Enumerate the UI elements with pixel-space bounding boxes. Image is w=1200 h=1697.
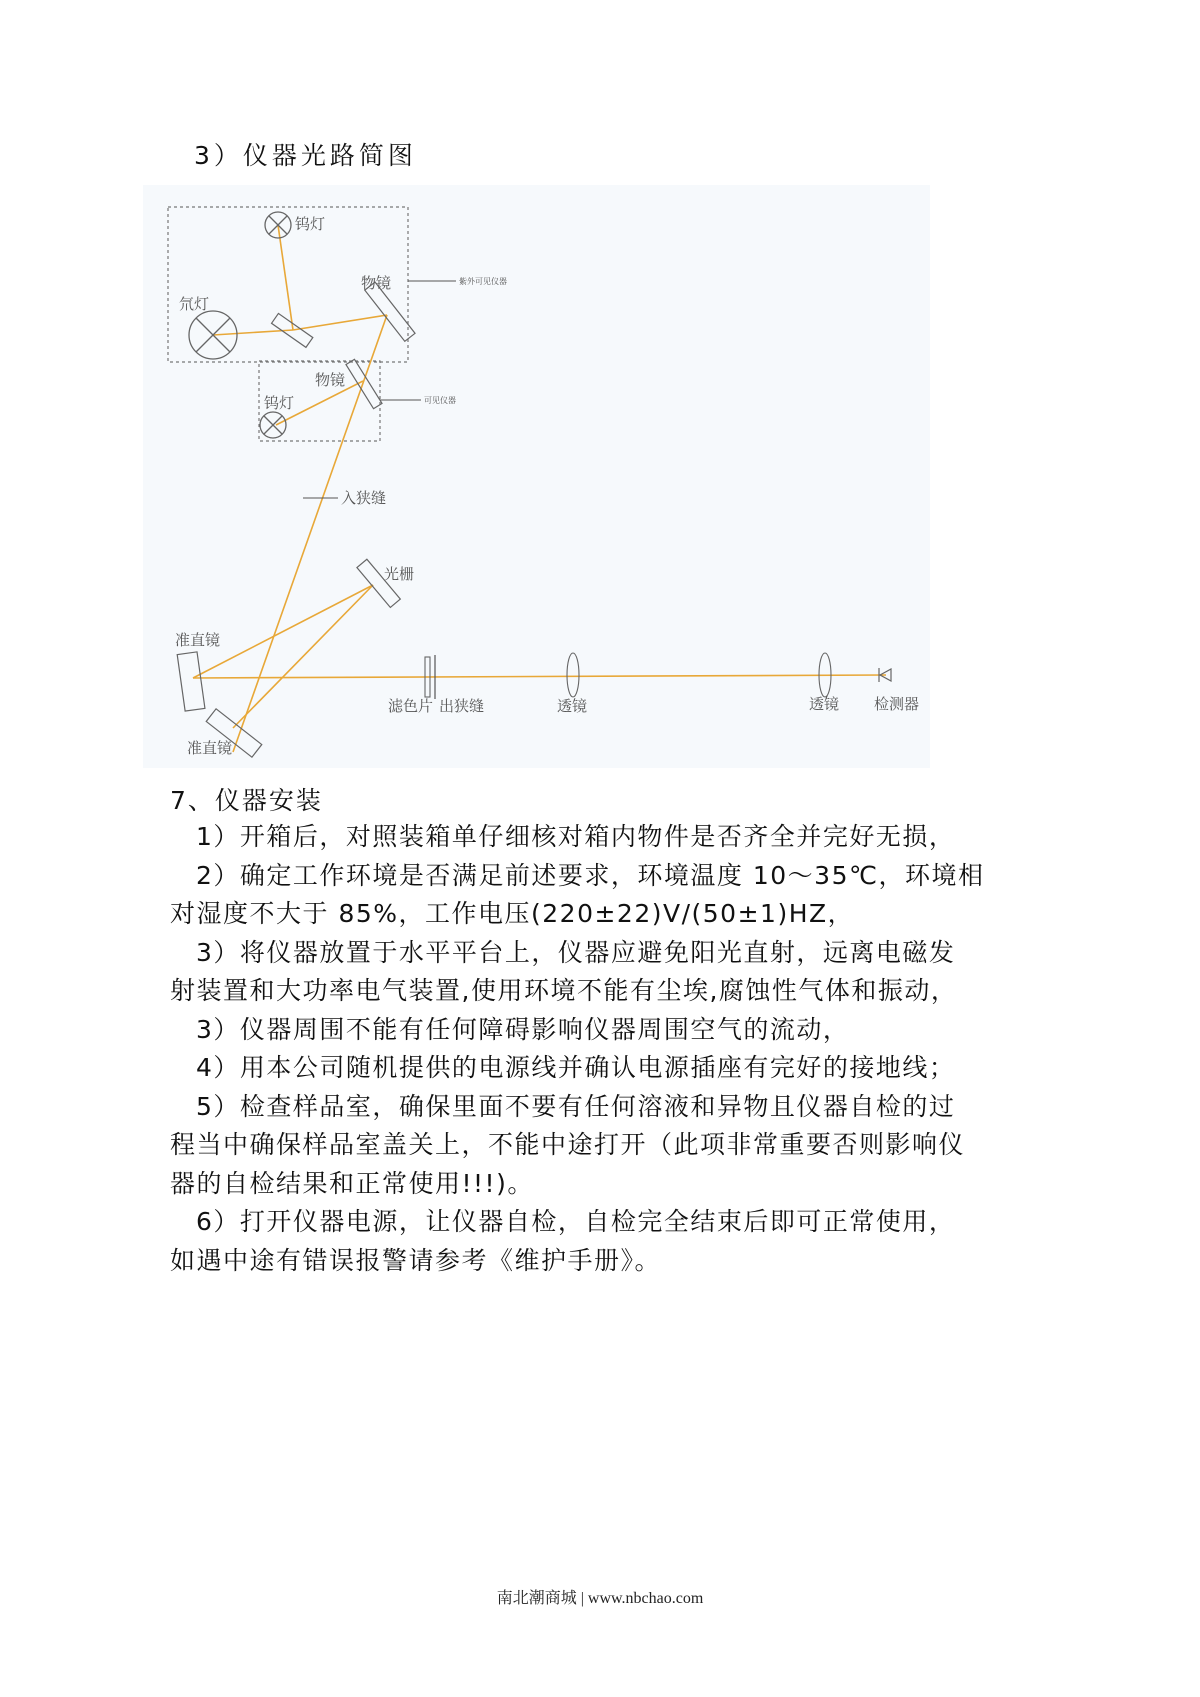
lens-1-icon: [567, 653, 579, 697]
label-exit-slit: 出狭缝: [439, 697, 485, 715]
install-instructions: [170, 818, 1020, 1280]
install-line-8: 5）检查样品室，确保里面不要有任何溶液和异物且仪器自检的过: [196, 1091, 956, 1121]
install-line-3: 对湿度不大于 85%，工作电压(220±22)V/(50±1)HZ，: [170, 899, 855, 928]
collimator-top-icon: [177, 652, 205, 711]
label-vis-instrument: 可见仪器: [424, 396, 456, 405]
install-title: 7、仪器安装: [170, 786, 323, 815]
install-line-2: 2）确定工作环境是否满足前述要求，环境温度 10～35℃，环境相: [196, 860, 985, 890]
install-line-6: 3）仪器周围不能有任何障碍影响仪器周围空气的流动，: [196, 1014, 850, 1044]
deuterium-lamp-icon: [189, 311, 237, 359]
install-line-4: 3）将仪器放置于水平平台上，仪器应避免阳光直射，远离电磁发: [196, 937, 956, 967]
label-tungsten-lamp-mid: 钨灯: [264, 394, 295, 412]
label-uv-vis-instrument: 紫外可见仪器: [459, 277, 507, 286]
label-tungsten-lamp-top: 钨灯: [295, 215, 326, 233]
install-line-10: 器的自检结果和正常使用!!!)。: [170, 1168, 534, 1198]
label-deuterium-lamp: 氘灯: [179, 295, 210, 313]
install-line-7: 4）用本公司随机提供的电源线并确认电源插座有完好的接地线；: [196, 1053, 956, 1082]
install-line-11: 6）打开仪器电源，让仪器自检，自检完全结束后即可正常使用，: [196, 1207, 956, 1236]
label-objective-top: 物镜: [361, 274, 392, 292]
label-lens-1: 透镜: [557, 697, 588, 715]
label-entrance-slit: 入狭缝: [341, 489, 387, 507]
install-line-5: 射装置和大功率电气装置,使用环境不能有尘埃,腐蚀性气体和振动，: [170, 976, 958, 1005]
label-collimator-bottom: 准直镜: [187, 739, 233, 757]
light-beams: [193, 225, 886, 752]
label-grating: 光栅: [384, 565, 415, 583]
install-line-12: 如遇中途有错误报警请参考《维护手册》。: [170, 1245, 662, 1275]
label-lens-2: 透镜: [809, 695, 840, 713]
section-heading: 3）仪器光路简图: [194, 141, 417, 170]
install-line-1: 1）开箱后，对照装箱单仔细核对箱内物件是否齐全并完好无损，: [196, 822, 956, 851]
tungsten-lamp-top-icon: [265, 212, 291, 238]
label-objective-mid: 物镜: [315, 371, 346, 389]
page-footer: 南北潮商城 | www.nbchao.com: [496, 1590, 704, 1607]
tungsten-lamp-mid-icon: [260, 412, 286, 438]
label-detector: 检测器: [874, 695, 920, 713]
label-collimator-top: 准直镜: [175, 631, 221, 649]
install-line-9: 程当中确保样品室盖关上，不能中途打开（此项非常重要否则影响仪: [170, 1130, 966, 1159]
objective-mirror-mid-icon: [346, 359, 382, 408]
optical-path-diagram: [143, 185, 930, 768]
label-filter: 滤色片: [388, 697, 434, 715]
